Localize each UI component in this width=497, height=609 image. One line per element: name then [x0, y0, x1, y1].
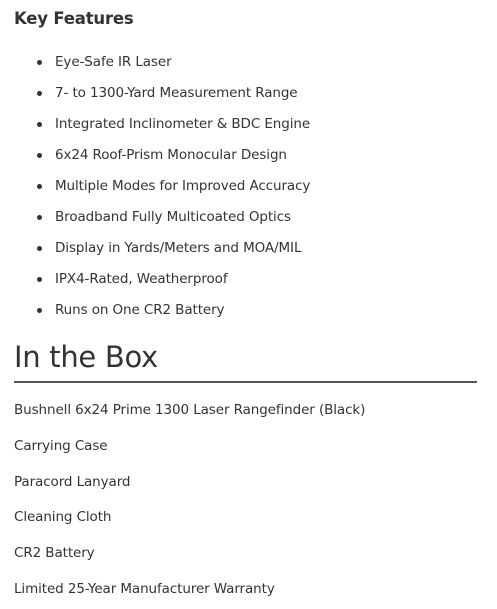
feature-item [0, 109, 310, 140]
feature-label: Integrated Inclinometer & BDC Engine [55, 116, 311, 132]
bullet-icon [37, 308, 42, 313]
feature-item [0, 140, 310, 171]
feature-item [0, 47, 310, 78]
feature-item [0, 78, 310, 109]
box-item: Paracord Lanyard [14, 473, 131, 490]
feature-label: Multiple Modes for Improved Accuracy [55, 178, 311, 194]
feature-label: 6x24 Roof-Prism Monocular Design [55, 147, 287, 163]
feature-label: Display in Yards/Meters and MOA/MIL [55, 240, 302, 256]
key-features-list [0, 47, 310, 326]
box-item: Carrying Case [14, 437, 108, 454]
feature-label: 7- to 1300-Yard Measurement Range [55, 85, 298, 101]
bullet-icon [37, 122, 42, 127]
bullet-icon [37, 60, 42, 65]
box-item: Bushnell 6x24 Prime 1300 Laser Rangefinder (Black) [14, 402, 366, 418]
feature-item [0, 233, 310, 264]
in-the-box-list [14, 392, 365, 607]
feature-item [0, 264, 310, 295]
box-item: CR2 Battery [14, 545, 95, 562]
box-item: Cleaning Cloth [14, 509, 112, 526]
feature-item [0, 295, 310, 326]
feature-label: Broadband Fully Multicoated Optics [55, 209, 291, 225]
bullet-icon [37, 246, 42, 251]
feature-item [0, 202, 310, 233]
feature-item [0, 171, 310, 202]
bullet-icon [37, 277, 42, 282]
feature-label: IPX4-Rated, Weatherproof [55, 271, 228, 287]
bullet-icon [37, 153, 42, 158]
bullet-icon [37, 184, 42, 189]
feature-label: Runs on One CR2 Battery [55, 302, 225, 318]
key-features-heading: Key Features [14, 9, 134, 28]
box-item: Limited 25-Year Manufacturer Warranty [14, 580, 275, 597]
section-divider [14, 381, 477, 383]
bullet-icon [37, 215, 42, 220]
bullet-icon [37, 91, 42, 96]
feature-label: Eye-Safe IR Laser [55, 54, 172, 70]
in-the-box-heading: In the Box [14, 340, 158, 374]
